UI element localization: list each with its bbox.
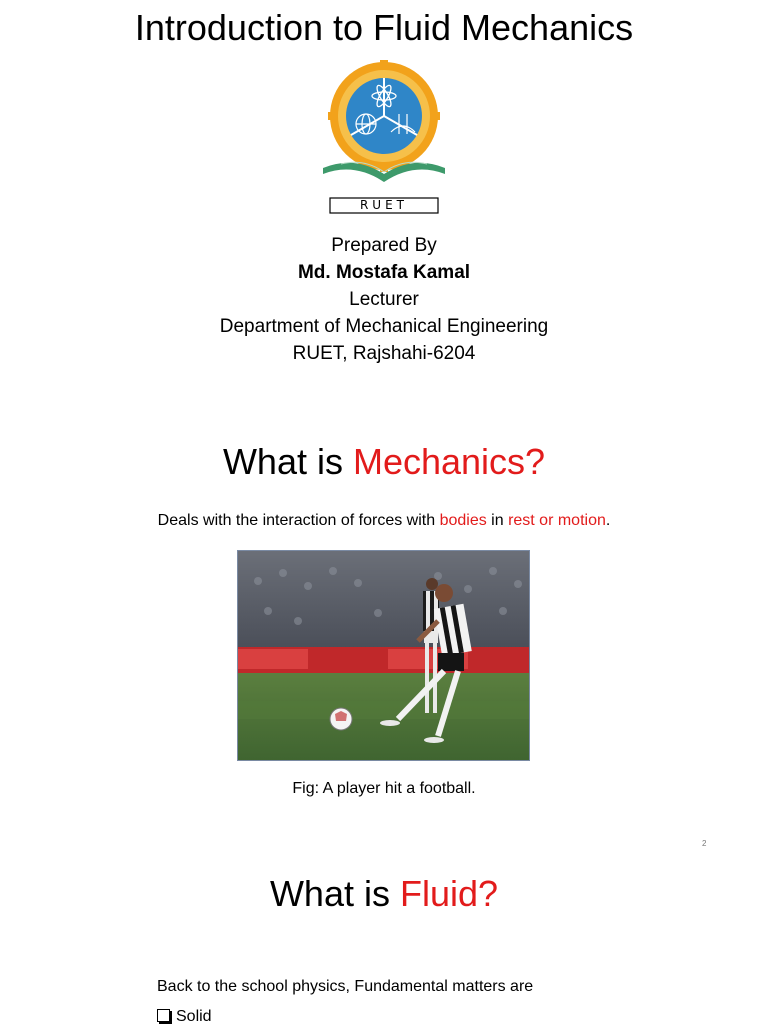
definition-text: . xyxy=(605,512,611,529)
football-photo xyxy=(237,550,530,761)
ruet-logo xyxy=(319,60,449,216)
definition-text: Deals with the interaction of forces with xyxy=(157,512,440,529)
author-department: Department of Mechanical Engineering xyxy=(219,316,549,337)
heading-prefix: What is xyxy=(269,873,400,914)
fluid-heading xyxy=(0,874,768,914)
checkbox-bullet-icon xyxy=(157,1009,170,1022)
slide-title: Introduction to Fluid Mechanics xyxy=(134,7,634,48)
prepared-by: Prepared By xyxy=(331,235,437,256)
mechanics-definition xyxy=(0,510,768,532)
mechanics-heading xyxy=(0,442,768,482)
list-item-label: Solid xyxy=(176,1008,212,1025)
heading-highlight: Fluid? xyxy=(399,873,499,914)
definition-text: in xyxy=(486,512,509,529)
heading-prefix: What is xyxy=(222,441,353,482)
logo-wordmark: RUET xyxy=(359,198,409,212)
fluid-intro: Back to the school physics, Fundamental matters are xyxy=(157,978,534,995)
definition-highlight-rest-or-motion: rest or motion xyxy=(508,512,606,529)
author-name: Md. Mostafa Kamal xyxy=(297,262,471,283)
figure-caption: Fig: A player hit a football. xyxy=(292,780,476,797)
definition-highlight-bodies: bodies xyxy=(439,512,487,529)
heading-highlight: Mechanics? xyxy=(352,441,546,482)
list-item xyxy=(157,1006,212,1028)
author-designation: Lecturer xyxy=(349,289,419,310)
author-block xyxy=(0,232,768,367)
author-institution: RUET, Rajshahi-6204 xyxy=(292,343,476,364)
page-number: 2 xyxy=(702,839,707,848)
